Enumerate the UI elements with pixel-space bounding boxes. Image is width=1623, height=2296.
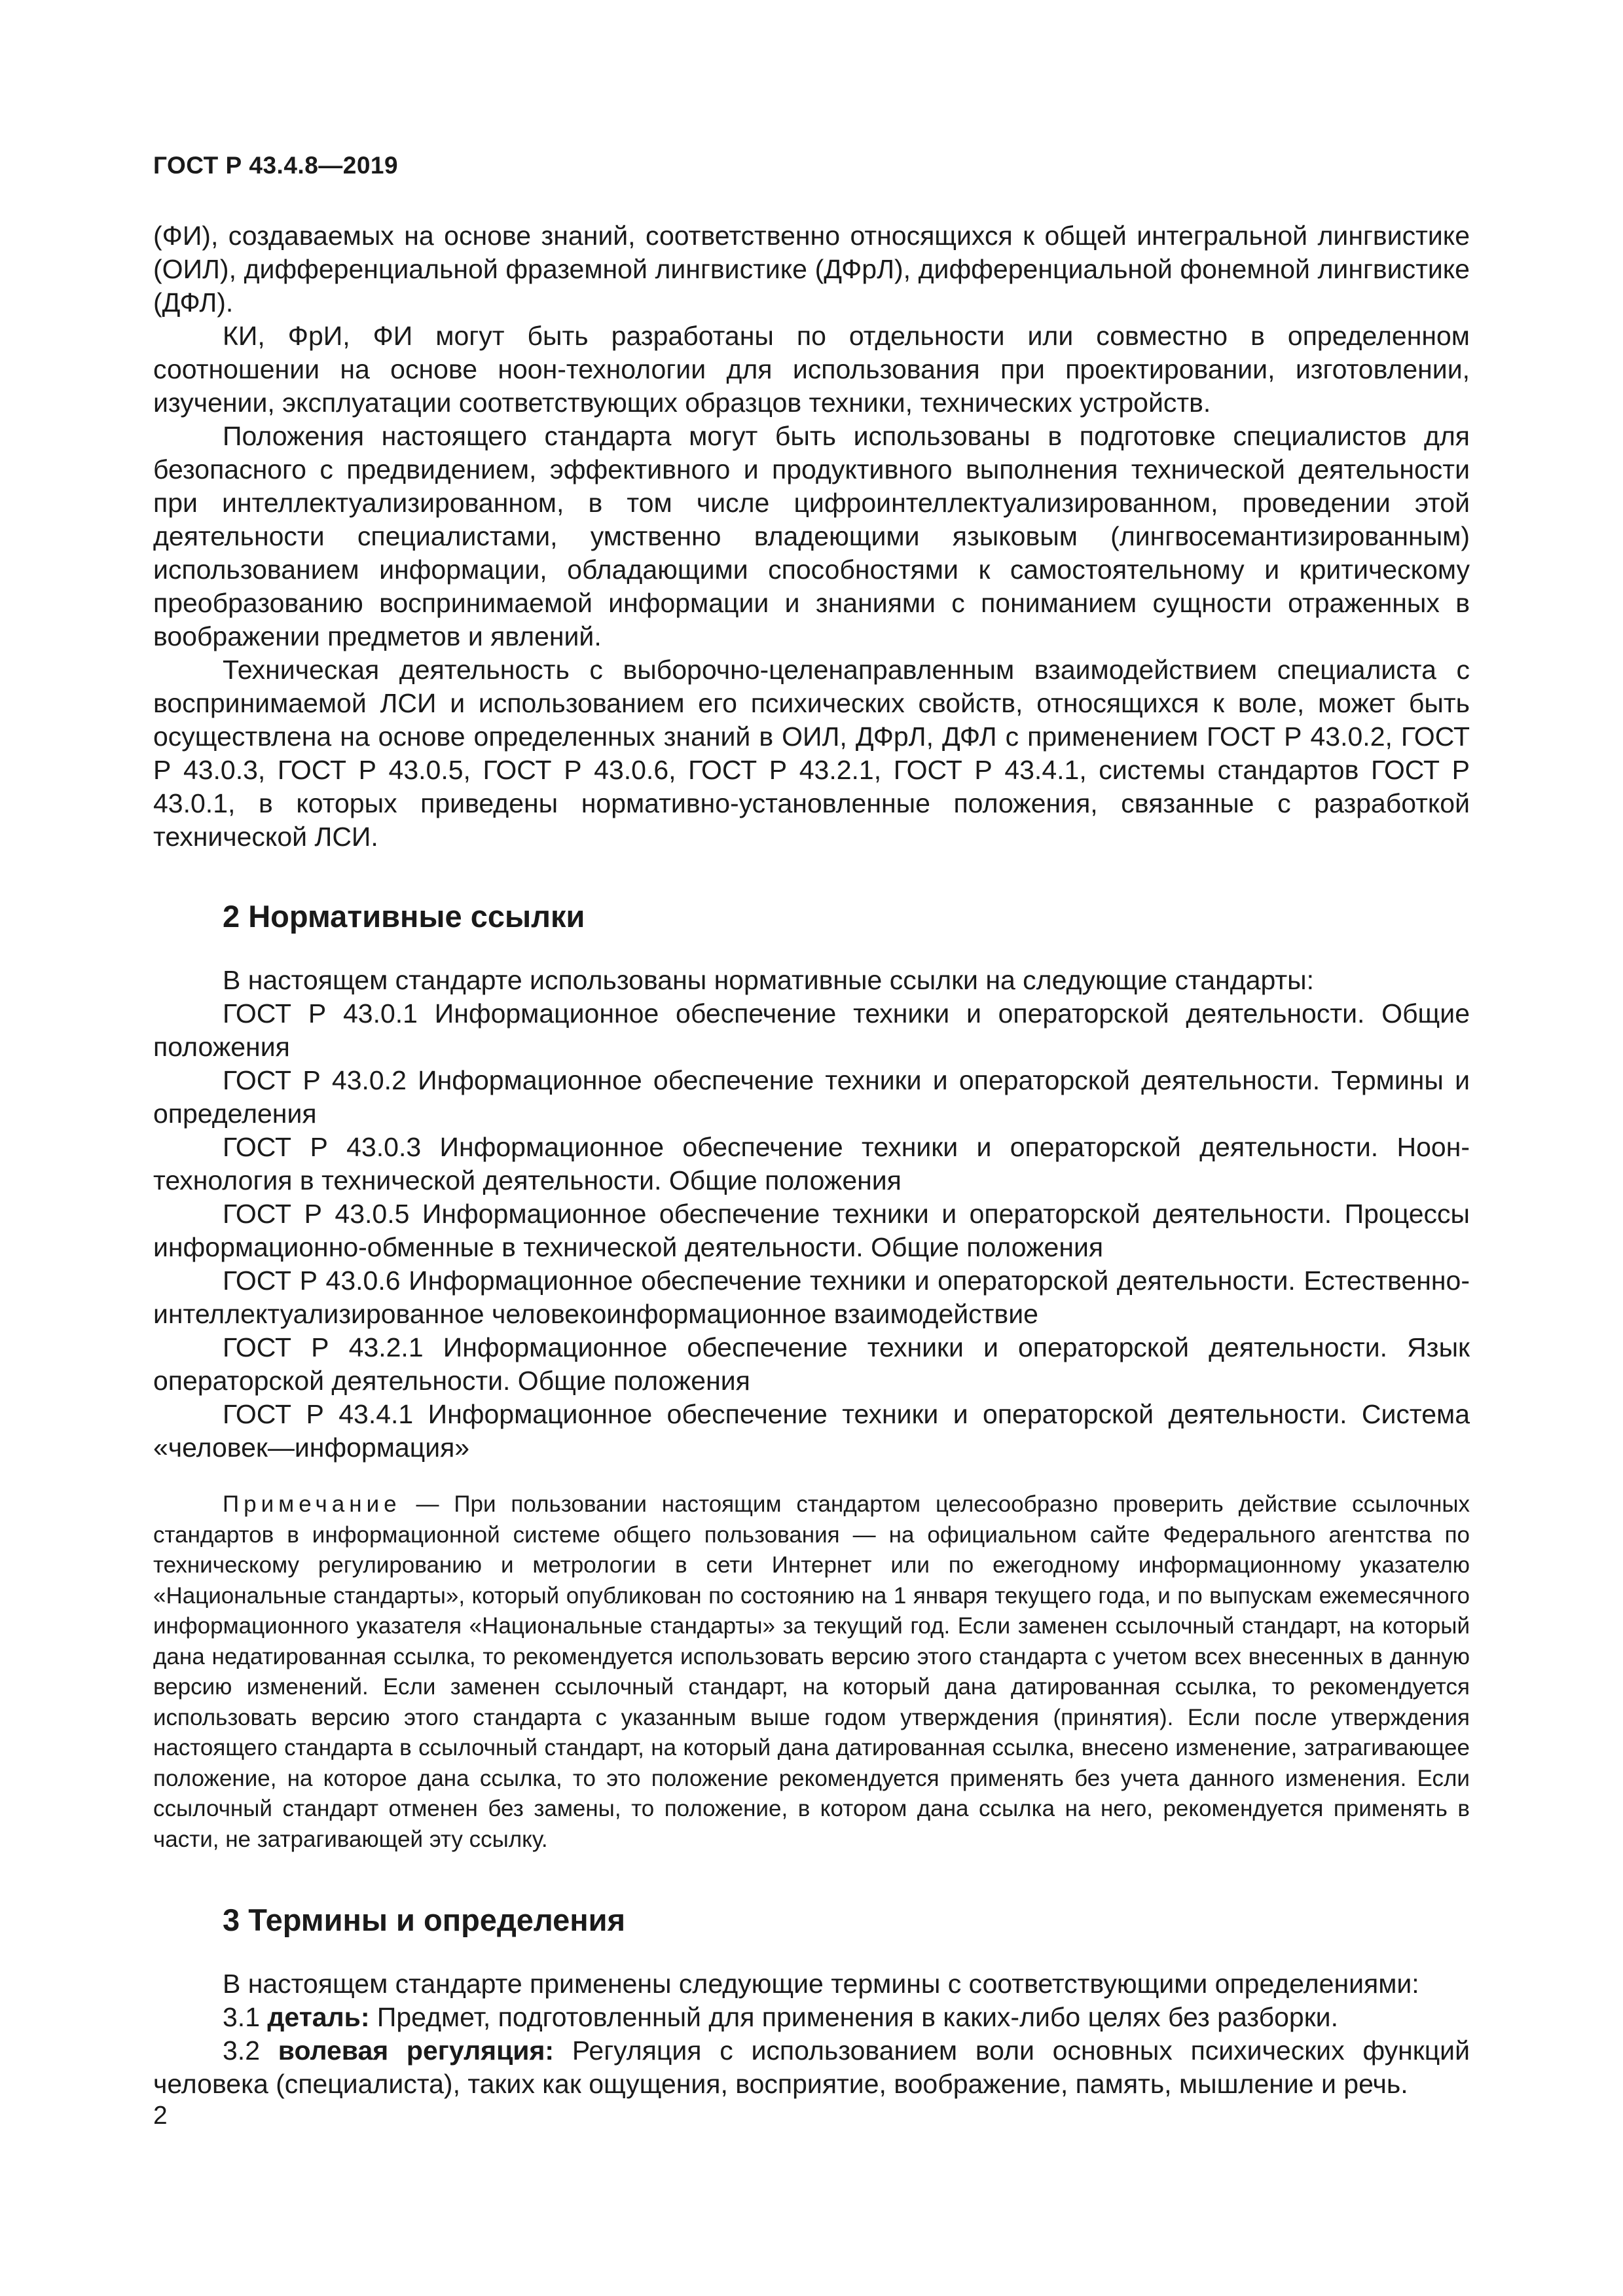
page-number: 2 [153,2102,168,2130]
term-definition [153,2034,1470,2101]
term-name: деталь: [267,2002,370,2032]
section-2-heading: 2 Нормативные ссылки [223,899,585,934]
note-label: Примечание [223,1491,401,1517]
term-number: 3.1 [223,2002,260,2032]
section-3-heading: 3 Термины и определения [223,1903,625,1937]
reference-item: ГОСТ Р 43.0.1 Информационное обеспечение техники и операторской деятельности. Общие положения [153,998,1470,1062]
term-name: волевая регуляция: [278,2035,555,2066]
reference-item: ГОСТ Р 43.4.1 Информационное обеспечение техники и операторской деятельности. Система «человек—информация» [153,1399,1470,1463]
term-text: Регуляция с использованием воли основных психических функций человека (специалиста), таких как ощущения, восприятие, воображение, память, мышление и речь. [153,2035,1470,2099]
reference-item: ГОСТ Р 43.0.2 Информационное обеспечение техники и операторской деятельности. Термины и определения [153,1065,1470,1129]
term-number: 3.2 [223,2035,260,2066]
reference-item: ГОСТ Р 43.0.6 Информационное обеспечение техники и операторской деятельности. Естественно-интеллектуализированное человекоинформационное взаимодействие [153,1266,1470,1329]
reference-item: ГОСТ Р 43.0.5 Информационное обеспечение техники и операторской деятельности. Процессы информационно-обменные в технической деятельности. Общие положения [153,1199,1470,1262]
note-text: — При пользовании настоящим стандартом целесообразно проверить действие ссылочных стандартов в информационной системе общего пользования — на официальном сайте Федерального агентства по техническому регулированию и метрологии в сети Интернет или по ежегодному информационному указателю «Национальные стандарты», который опубликован по состоянию на 1 января текущего года, и по выпускам ежемесячного информационного указателя «Национальные стандарты» за текущий год. Если заменен ссылочный стандарт, на который дана недатированная ссылка, то рекомендуется использовать версию этого стандарта с учетом всех внесенных в данную версию изменений. Если заменен ссылочный стандарт, на который дана датированная ссылка, то рекомендуется использовать версию этого стандарта с указанным выше годом утверждения (принятия). Если после утверждения настоящего стандарта в ссылочный стандарт, на который дана датированная ссылка, внесено изменение, затрагивающее положение, на которое дана ссылка, то это положение рекомендуется применять без учета данного изменения. Если ссылочный стандарт отменен без замены, то положение, в котором дана ссылка на него, рекомендуется применять в части, не затрагивающей эту ссылку. [153,1491,1470,1852]
reference-item: ГОСТ Р 43.2.1 Информационное обеспечение техники и операторской деятельности. Язык операторской деятельности. Общие положения [153,1332,1470,1396]
section-2-lead: В настоящем стандарте использованы нормативные ссылки на следующие стандарты: [223,965,1315,995]
standard-id-header: ГОСТ Р 43.4.8—2019 [153,152,399,179]
intro-paragraph-4: Техническая деятельность с выборочно-целенаправленным взаимодействием специалиста с воспринимаемой ЛСИ и использованием его психических свойств, относящихся к воле, может быть осуществлена на основе определенных знаний в ОИЛ, ДФрЛ, ДФЛ с применением ГОСТ Р 43.0.2, ГОСТ Р 43.0.3, ГОСТ Р 43.0.5, ГОСТ Р 43.0.6, ГОСТ Р 43.2.1, ГОСТ Р 43.4.1, системы стандартов ГОСТ Р 43.0.1, в которых приведены нормативно-установленные положения, связанные с разработкой технической ЛСИ. [153,655,1470,852]
page-content [153,219,1470,2101]
intro-paragraph-1: (ФИ), создаваемых на основе знаний, соответственно относящихся к общей интегральной лингвистике (ОИЛ), дифференциальной фраземной лингвистике (ДФрЛ), дифференциальной фонемной лингвистике (ДФЛ). [153,221,1470,318]
section-3-lead: В настоящем стандарте применены следующие термины с соответствующими определениями: [223,1969,1419,1999]
reference-note [153,1489,1470,1855]
term-definition [153,2001,1470,2034]
term-text: Предмет, подготовленный для применения в каких-либо целях без разборки. [376,2002,1338,2032]
intro-paragraph-2: КИ, ФрИ, ФИ могут быть разработаны по отдельности или совместно в определенном соотношении на основе ноон-технологии для использования при проектировании, изготовлении, изучении, эксплуатации соответствующих образцов техники, технических устройств. [153,321,1470,418]
reference-item: ГОСТ Р 43.0.3 Информационное обеспечение техники и операторской деятельности. Ноон-технология в технической деятельности. Общие положения [153,1132,1470,1195]
intro-paragraph-3: Положения настоящего стандарта могут быть использованы в подготовке специалистов для безопасного с предвидением, эффективного и продуктивного выполнения технической деятельности при интеллектуализированном, в том числе цифроинтеллектуализированном, проведении этой деятельности специалистами, умственно владеющими языковым (лингвосемантизированным) использованием информации, обладающими способностями к самостоятельному и критическому преобразованию воспринимаемой информации и знаниями с пониманием сущности отраженных в воображении предметов и явлений. [153,421,1470,651]
